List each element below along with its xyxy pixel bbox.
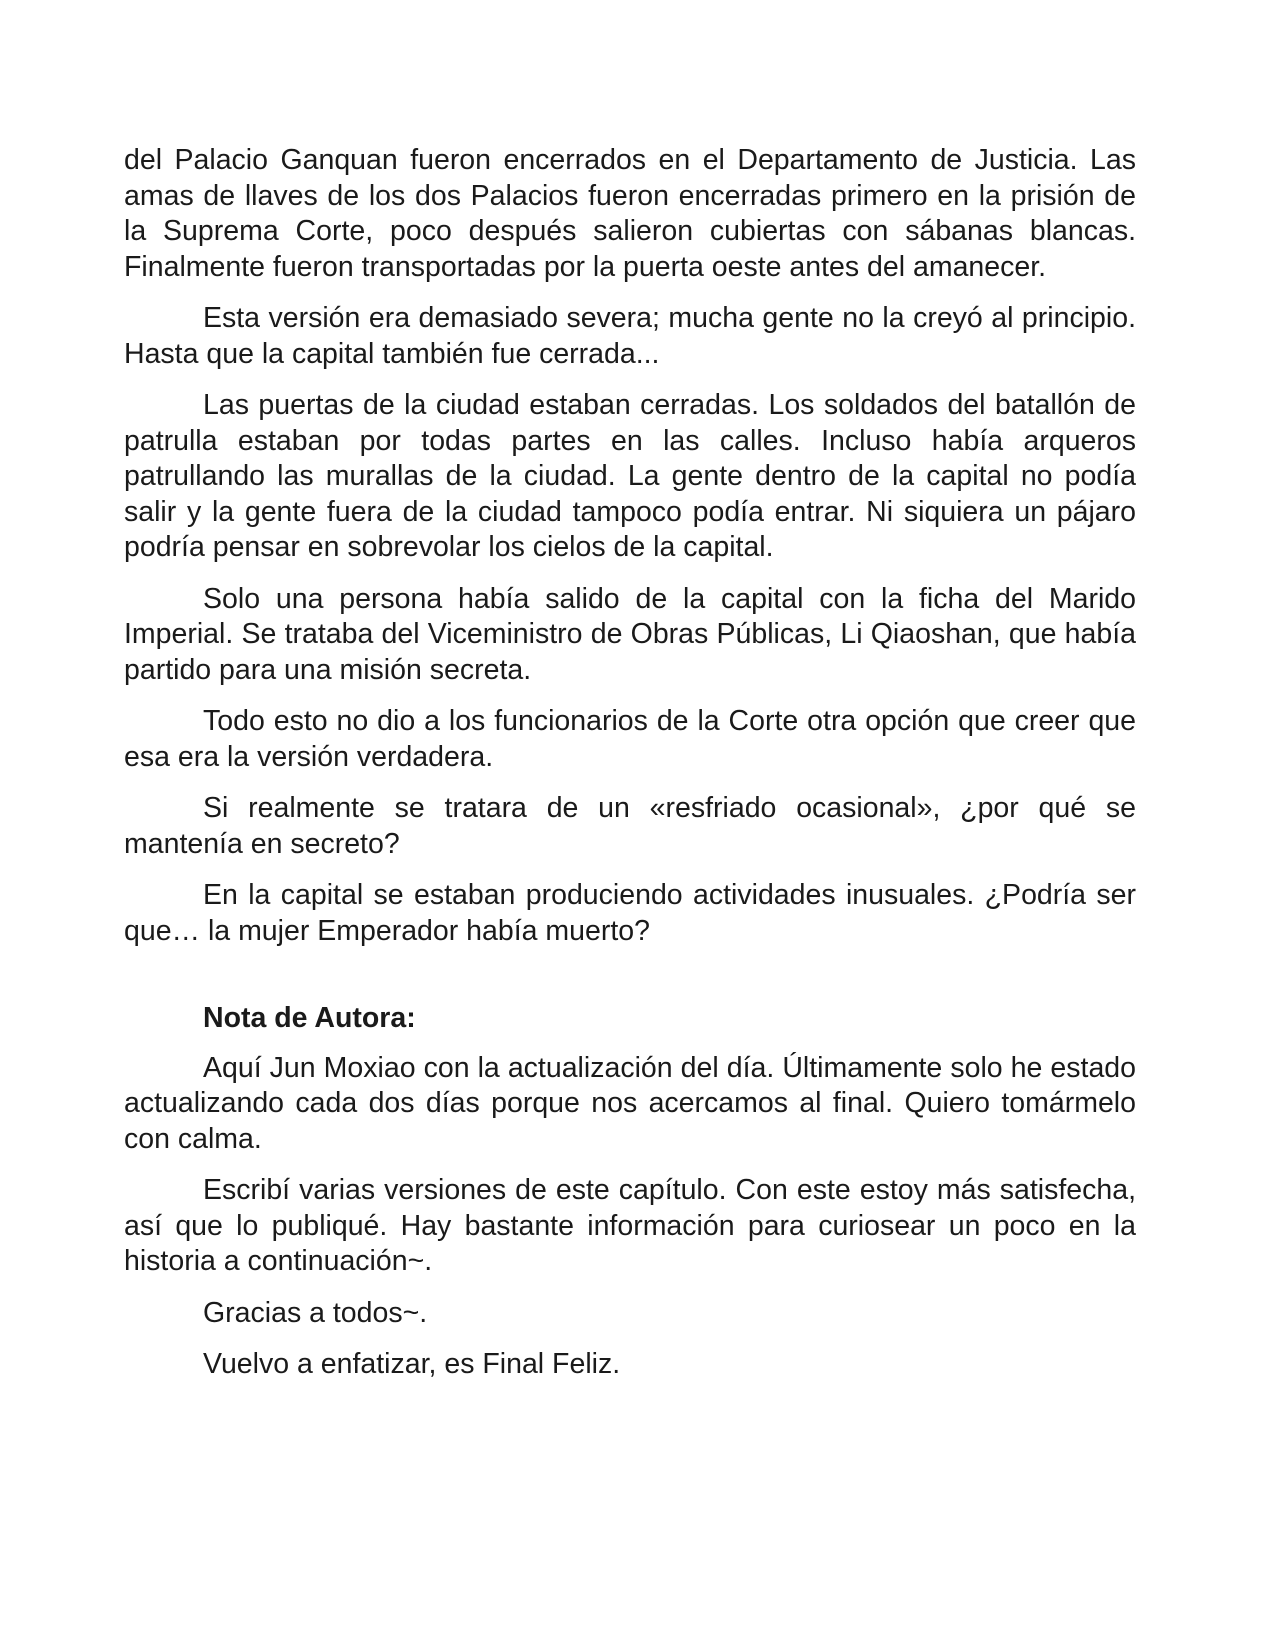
paragraph-vice-minister: Solo una persona había salido de la capital con la ficha del Marido Imperial. Se trataba del Viceministro de Obras Públicas, Li Qiaoshan, que había partido para una misión secreta. xyxy=(124,582,1136,686)
author-note-paragraph-versions: Escribí varias versiones de este capítulo. Con este estoy más satisfecha, así que lo publiqué. Hay bastante información para curiosear un poco en la historia a continuación~. xyxy=(124,1174,1136,1277)
author-note-paragraph-happy-ending: Vuelvo a enfatizar, es Final Feliz. xyxy=(203,1348,621,1380)
paragraph-continuation: del Palacio Ganquan fueron encerrados en el Departamento de Justicia. Las amas de llaves de los dos Palacios fueron encerradas primero en la prisión de la Suprema Corte, poco después salieron cubiertas con sábanas blancas. Finalmente fueron transportadas por la puerta oeste antes del amanecer. xyxy=(124,144,1136,283)
author-note-paragraph-update: Aquí Jun Moxiao con la actualización del día. Últimamente solo he estado actualizando cada dos días porque nos acercamos al final. Quiero tomármelo con calma. xyxy=(124,1051,1136,1155)
paragraph-court-officials: Todo esto no dio a los funcionarios de la Corte otra opción que creer que esa era la versión verdadera. xyxy=(124,705,1136,773)
paragraph-emperor-dead: En la capital se estaban produciendo actividades inusuales. ¿Podría ser que… la mujer Emperador había muerto? xyxy=(124,879,1136,947)
paragraph-severe-version: Esta versión era demasiado severa; mucha gente no la creyó al principio. Hasta que la capital también fue cerrada... xyxy=(124,302,1136,370)
author-note-paragraph-thanks: Gracias a todos~. xyxy=(203,1296,428,1329)
author-note-heading: Nota de Autora: xyxy=(203,1002,416,1034)
paragraph-cold-secret: Si realmente se tratara de un «resfriado ocasional», ¿por qué se mantenía en secreto? xyxy=(124,792,1136,860)
document-page xyxy=(124,143,1136,1399)
paragraph-city-gates: Las puertas de la ciudad estaban cerradas. Los soldados del batallón de patrulla estaban por todas partes en las calles. Incluso había arqueros patrullando las murallas de la ciudad. La gente dentro de la capital no podía salir y la gente fuera de la ciudad tampoco podía entrar. Ni siquiera un pájaro podría pensar en sobrevolar los cielos de la capital. xyxy=(124,389,1136,563)
